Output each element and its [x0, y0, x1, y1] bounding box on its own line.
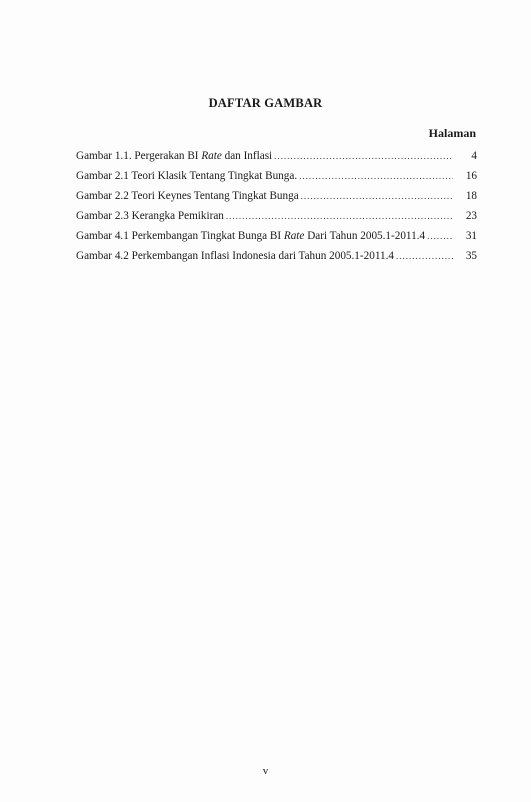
figure-entry-page: 18 [465, 190, 477, 202]
figure-entry-label: Gambar 2.1 Teori Klasik Tentang Tingkat Bunga. [76, 170, 298, 182]
figure-entry-label: Gambar 4.1 Perkembangan Tingkat Bunga BI Rate Dari Tahun 2005.1-2011.4 [76, 230, 426, 242]
figure-entry [76, 210, 477, 230]
figure-entry [76, 150, 477, 170]
figure-entry [76, 170, 477, 190]
figure-entry-label: Gambar 1.1. Pergerakan BI Rate dan Inflasi [76, 150, 273, 162]
figure-entry-page: 23 [465, 210, 477, 222]
page-column-header: Halaman [428, 126, 476, 140]
figure-entry-label: Gambar 4.2 Perkembangan Inflasi Indonesia dari Tahun 2005.1-2011.4 [76, 250, 394, 262]
figure-entry-label: Gambar 2.2 Teori Keynes Tentang Tingkat Bunga [76, 190, 299, 202]
figure-entry [76, 190, 477, 210]
dot-leader [299, 171, 453, 181]
dot-leader [427, 231, 453, 241]
dot-leader [301, 191, 453, 201]
figure-entry-page: 16 [465, 170, 477, 182]
figure-entry-label: Gambar 2.3 Kerangka Pemikiran [76, 210, 224, 222]
page-number: v [262, 765, 269, 777]
figure-entry-page: 35 [465, 250, 477, 262]
dot-leader [274, 151, 453, 161]
page-title: DAFTAR GAMBAR [208, 96, 323, 110]
dot-leader [396, 251, 453, 261]
figure-entry-page: 31 [465, 230, 477, 242]
figure-list [76, 150, 477, 270]
figure-entry-page: 4 [471, 150, 477, 162]
figure-entry [76, 230, 477, 250]
figure-entry [76, 250, 477, 270]
dot-leader [226, 211, 453, 221]
